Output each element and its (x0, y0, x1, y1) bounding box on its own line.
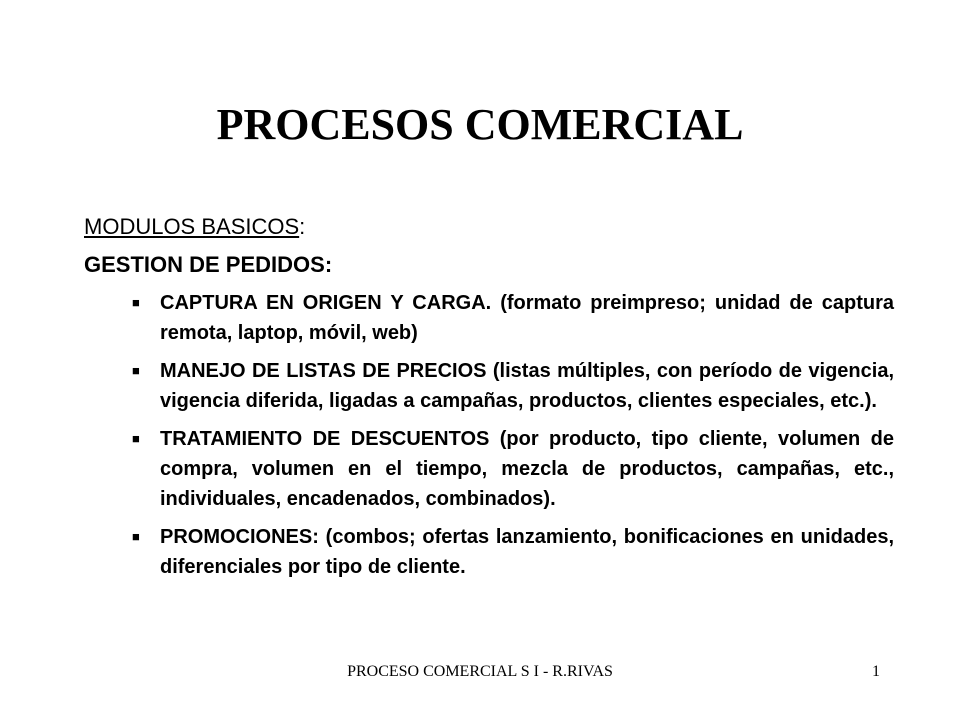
bullet-item (84, 522, 894, 582)
modulos-colon: : (299, 214, 306, 239)
footer-text: PROCESO COMERCIAL S I - R.RIVAS (347, 663, 613, 680)
bullet-text: TRATAMIENTO DE DESCUENTOS (por producto, tipo cliente, volumen de compra, volumen en el tiempo, mezcla de productos, campañas, etc., individuales, encadenados, combinados). (160, 428, 894, 510)
bullet-list (84, 288, 894, 582)
slide-content (84, 208, 894, 590)
bullet-item (84, 424, 894, 514)
slide-title: PROCESOS COMERCIAL (216, 100, 744, 149)
bullet-text: CAPTURA EN ORIGEN Y CARGA. (formato preimpreso; unidad de captura remota, laptop, móvil, web) (160, 292, 894, 344)
square-bullet-icon: ■ (132, 363, 140, 378)
square-bullet-icon: ■ (132, 529, 140, 544)
page-number: 1 (872, 663, 880, 680)
bullet-item (84, 356, 894, 416)
modulos-heading (84, 208, 894, 246)
section-heading: GESTION DE PEDIDOS: (84, 252, 333, 277)
bullet-item (84, 288, 894, 348)
square-bullet-icon: ■ (132, 295, 140, 310)
bullet-text: PROMOCIONES: (combos; ofertas lanzamiento, bonificaciones en unidades, diferenciales por tipo de cliente. (160, 526, 894, 578)
modulos-label: MODULOS BASICOS (84, 214, 300, 239)
square-bullet-icon: ■ (132, 431, 140, 446)
bullet-text: MANEJO DE LISTAS DE PRECIOS (listas múltiples, con período de vigencia, vigencia diferida, ligadas a campañas, productos, clientes especiales, etc.). (160, 360, 894, 412)
